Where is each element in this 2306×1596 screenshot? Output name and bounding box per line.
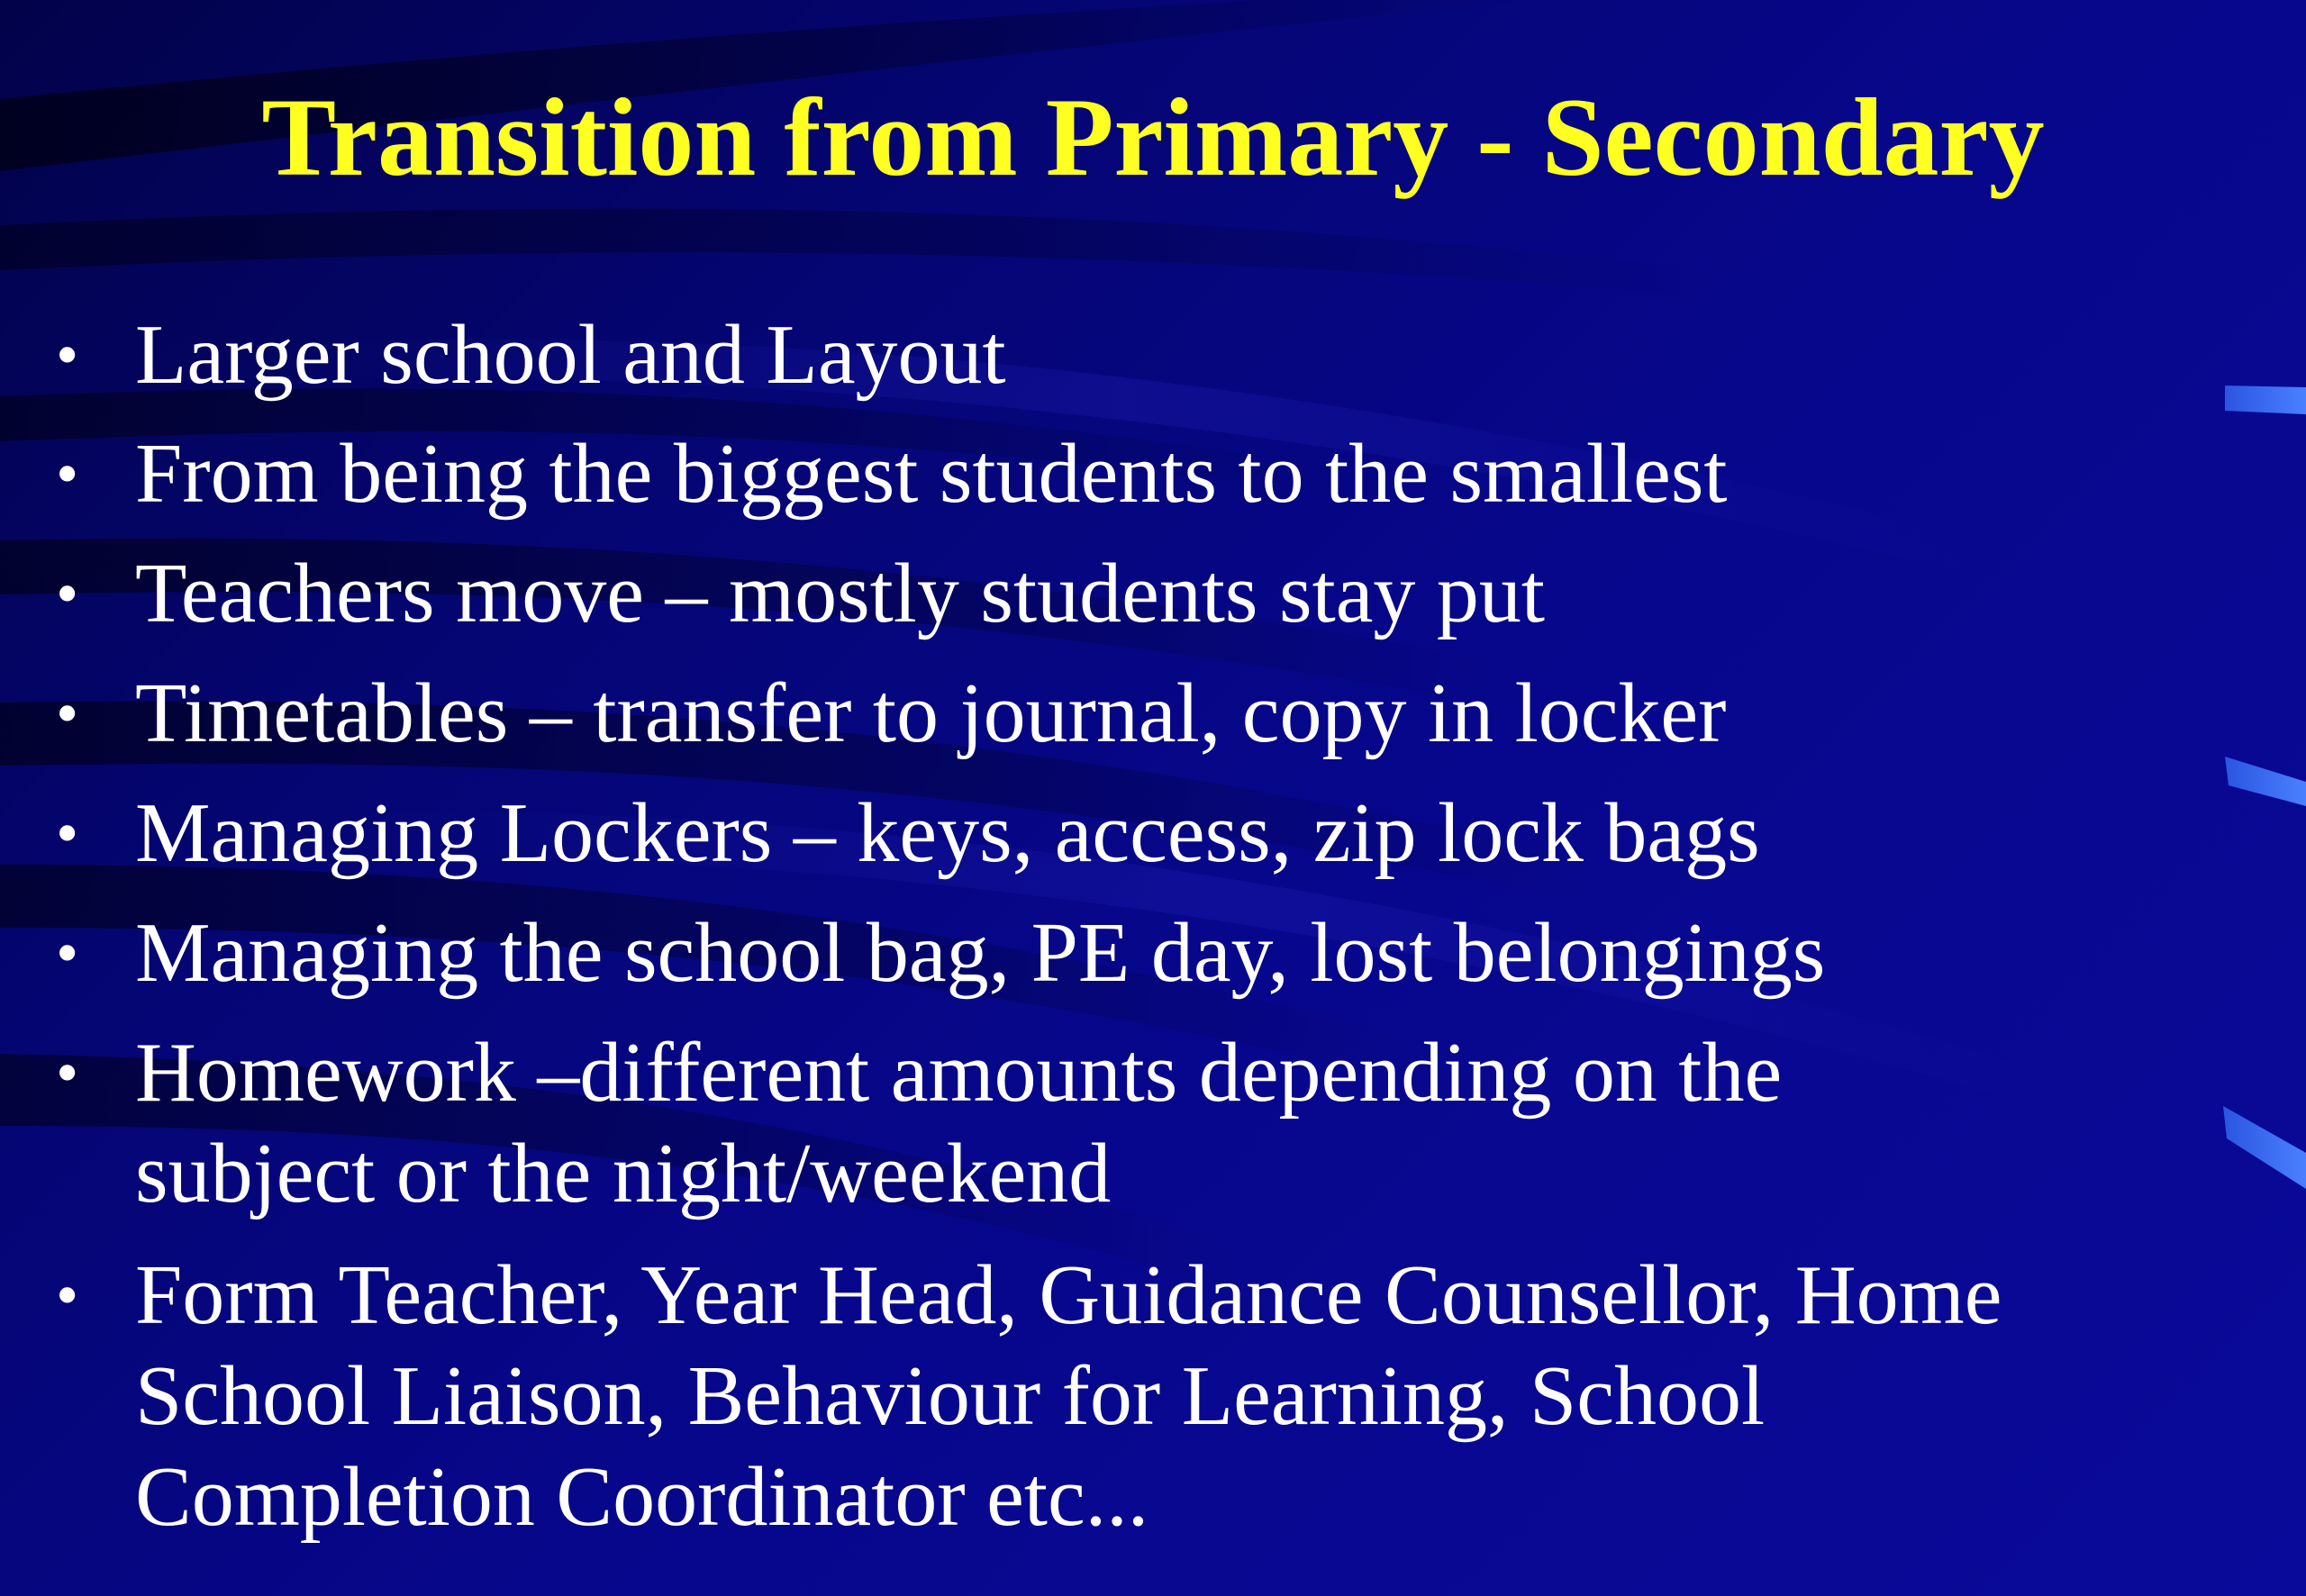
bullet-dot-icon: • [56,1037,79,1109]
bullet-dot-icon: • [56,917,79,989]
bullet-item [0,902,2306,1003]
bullet-item [0,1245,2306,1547]
bullet-dot-icon: • [56,797,79,869]
bullet-text-line: Homework –different amounts depending on the [135,1026,1783,1120]
bullet-text: From being the biggest students to the smallest [135,427,1728,521]
bullet-text-line: School Liaison, Behaviour for Learning, School [135,1349,1766,1443]
bullet-text-line: Form Teacher, Year Head, Guidance Counsellor, Home [135,1248,2002,1342]
bullet-text: Managing Lockers – keys, access, zip lock bags [135,786,1760,880]
bullet-dot-icon: • [56,1259,79,1331]
bullet-item [0,1022,2306,1224]
bullet-text: Larger school and Layout [135,308,1006,402]
bullet-text-line: subject or the night/weekend [135,1127,1112,1220]
bullet-dot-icon: • [56,558,79,630]
bullet-item [0,543,2306,644]
bullet-text-line: Completion Coordinator etc... [135,1450,1149,1544]
bullet-dot-icon: • [56,677,79,749]
bullet-item [0,783,2306,884]
bullet-dot-icon: • [56,319,79,391]
bullet-item [0,423,2306,524]
swoosh-dark-2 [0,209,1711,297]
bullet-text: Timetables – transfer to journal, copy in locker [135,667,1727,760]
bullet-text: Teachers move – mostly students stay put [135,547,1546,640]
bullet-item [0,663,2306,764]
slide-title: Transition from Primary - Secondary [261,76,2045,199]
bullet-item [0,304,2306,405]
bullet-dot-icon: • [56,438,79,510]
bullet-text: Managing the school bag, PE day, lost belongings [135,906,1826,1000]
